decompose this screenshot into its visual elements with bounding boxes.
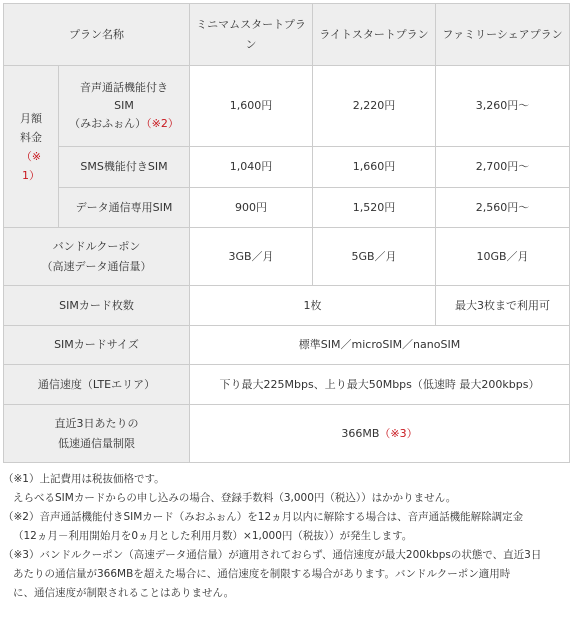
sim-count-label: SIMカード枚数: [4, 286, 190, 326]
plan-name-header: プラン名称: [4, 4, 190, 66]
footnote-line: （※2）音声通話機能付きSIMカード（みおふぉん）を12ヵ月以内に解除する場合は、音声通話機能解除調定金: [3, 511, 524, 523]
speed-value: 下り最大225Mbps、上り最大50Mbps（低速時 最大200kbps）: [190, 365, 570, 405]
table-row: [4, 228, 570, 286]
price-cell: 1,660円: [313, 147, 436, 188]
price-cell: 900円: [190, 188, 313, 228]
coupon-cell: 10GB／月: [436, 228, 570, 286]
table-row: [4, 405, 570, 463]
monthly-fee-group-label: 月額 料金 （※ 1）: [4, 66, 59, 228]
bundle-coupon-label: バンドルクーポン （高速データ通信量）: [4, 228, 190, 286]
sim-count-family-value: 最大3枚まで利用可: [436, 286, 570, 326]
plan-family-share-header: ファミリーシェアプラン: [436, 4, 570, 66]
voice-sim-label: 音声通話機能付き SIM （みおふぉん）（※2）: [59, 66, 190, 147]
sim-size-label: SIMカードサイズ: [4, 326, 190, 365]
price-cell: 2,700円～: [436, 147, 570, 188]
coupon-cell: 3GB／月: [190, 228, 313, 286]
footnote-line: あたりの通信量が366MBを超えた場合に、通信速度を制限する場合があります。バンドルクーポン適用時: [13, 568, 511, 580]
footnote-line: （※3）バンドルクーポン（高速データ通信量）が適用されておらず、通信速度が最大200kbpsの状態で、直近3日: [3, 549, 542, 561]
plan-comparison-table: [3, 3, 570, 463]
speed-label: 通信速度（LTEエリア）: [4, 365, 190, 405]
footnote-line: （※1）上記費用は税抜価格です。: [3, 473, 165, 485]
voice-sim-label-line3: （みおふぉん）（※2）: [69, 117, 179, 130]
price-cell: 2,560円～: [436, 188, 570, 228]
limit-label: 直近3日あたりの 低速通信量制限: [4, 405, 190, 463]
table-row: [4, 286, 570, 326]
footnote-line: に、通信速度が制限されることはありません。: [13, 587, 235, 599]
price-cell: 3,260円～: [436, 66, 570, 147]
table-row: [4, 188, 570, 228]
price-cell: 2,220円: [313, 66, 436, 147]
table-row: [4, 147, 570, 188]
table-row: [4, 326, 570, 365]
plan-minimum-start-header: ミニマムスタートプラン: [190, 4, 313, 66]
header-row: [4, 4, 570, 66]
price-cell: 1,600円: [190, 66, 313, 147]
price-cell: 1,040円: [190, 147, 313, 188]
price-cell: 1,520円: [313, 188, 436, 228]
sim-size-value: 標準SIM／microSIM／nanoSIM: [190, 326, 570, 365]
coupon-cell: 5GB／月: [313, 228, 436, 286]
footnotes: [3, 470, 572, 603]
limit-value: 366MB（※3）: [190, 405, 570, 463]
footnote-line: （12ヵ月－利用開始月を0ヵ月とした利用月数）×1,000円（税抜））が発生します。: [13, 530, 413, 542]
data-sim-label: データ通信専用SIM: [59, 188, 190, 228]
sim-count-value: 1枚: [190, 286, 436, 326]
sms-sim-label: SMS機能付きSIM: [59, 147, 190, 188]
table-row: [4, 365, 570, 405]
footnote-line: えらべるSIMカードからの申し込みの場合、登録手数料（3,000円（税込））はかかりません。: [13, 492, 457, 504]
table-row: [4, 66, 570, 147]
plan-light-start-header: ライトスタートプラン: [313, 4, 436, 66]
